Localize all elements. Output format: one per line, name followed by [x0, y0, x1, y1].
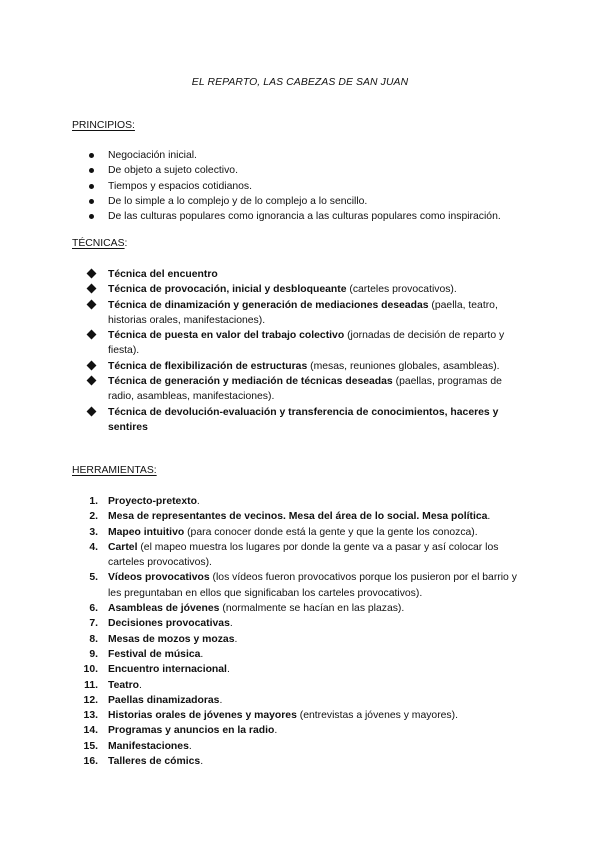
list-item: 6. Asambleas de jóvenes (normalmente se hacían en las plazas).	[89, 603, 405, 615]
herramientas-heading: HERRAMIENTAS:	[72, 465, 157, 476]
principios-heading: PRINCIPIOS:	[72, 120, 135, 131]
list-item: 2. Mesa de representantes de vecinos. Mesa del área de lo social. Mesa política.	[89, 511, 491, 523]
diamond-bullet-icon	[87, 269, 97, 279]
list-item: Negociación inicial.	[72, 148, 530, 163]
list-item: 7. Decisiones provocativas.	[89, 618, 233, 630]
diamond-bullet-icon	[87, 406, 97, 416]
list-item: Técnica de flexibilización de estructuras (mesas, reuniones globales, asambleas).	[72, 359, 530, 374]
list-item: Técnica de devolución-evaluación y transferencia de conocimientos, haceres y sentires	[72, 405, 530, 436]
herramientas-list	[72, 494, 530, 769]
diamond-bullet-icon	[87, 330, 97, 340]
tecnicas-list	[72, 267, 530, 435]
list-item: Tiempos y espacios cotidianos.	[72, 179, 530, 194]
diamond-bullet-icon	[87, 284, 97, 294]
document-title: EL REPARTO, LAS CABEZAS DE SAN JUAN	[191, 77, 409, 88]
tecnicas-heading: TÉCNICAS:	[72, 238, 128, 249]
list-item: 9. Festival de música.	[89, 648, 204, 660]
list-item: 12. Paellas dinamizadoras.	[83, 694, 223, 706]
list-item: 13. Historias orales de jóvenes y mayores (entrevistas a jóvenes y mayores).	[83, 710, 458, 722]
list-item: 14. Programas y anuncios en la radio.	[83, 725, 278, 737]
list-item: De las culturas populares como ignorancia a las culturas populares como inspiración.	[72, 209, 530, 224]
list-item: 11. Teatro.	[84, 679, 142, 691]
list-item: Técnica del encuentro	[72, 267, 530, 282]
principios-list	[72, 148, 530, 224]
list-item: 4. Cartel (el mapeo muestra los lugares por donde la gente va a pasar y así colocar los carteles provocativos).	[89, 541, 499, 569]
list-item: 8. Mesas de mozos y mozas.	[89, 633, 238, 645]
list-item: 10. Encuentro internacional.	[83, 664, 230, 676]
list-item: Técnica de generación y mediación de técnicas deseadas (paellas, programas de radio, asambleas, manifestaciones).	[72, 374, 530, 405]
list-item: De lo simple a lo complejo y de lo complejo a lo sencillo.	[72, 194, 530, 209]
bullet-dot-icon	[89, 199, 94, 204]
bullet-dot-icon	[89, 214, 94, 219]
bullet-dot-icon	[89, 153, 94, 158]
list-item: 15. Manifestaciones.	[83, 740, 192, 752]
list-item: Técnica de dinamización y generación de mediaciones deseadas (paella, teatro, historias orales, manifestaciones).	[72, 298, 530, 329]
diamond-bullet-icon	[87, 299, 97, 309]
diamond-bullet-icon	[87, 376, 97, 386]
list-item: 16. Talleres de cómics.	[83, 756, 204, 768]
list-item: Técnica de provocación, inicial y desbloqueante (carteles provocativos).	[72, 282, 530, 297]
diamond-bullet-icon	[87, 360, 97, 370]
list-item: Técnica de puesta en valor del trabajo colectivo (jornadas de decisión de reparto y fiesta).	[72, 328, 530, 359]
bullet-dot-icon	[89, 184, 94, 189]
list-item: 5. Vídeos provocativos (los vídeos fueron provocativos porque los pusieron por el barrio y les preguntaban en ellos que significaban los carteles provocativos).	[89, 572, 517, 599]
bullet-dot-icon	[89, 168, 94, 173]
list-item: 3. Mapeo intuitivo (para conocer donde está la gente y que la gente los conozca).	[89, 526, 478, 538]
list-item: 1. Proyecto-pretexto.	[89, 496, 200, 507]
list-item: De objeto a sujeto colectivo.	[72, 163, 530, 178]
